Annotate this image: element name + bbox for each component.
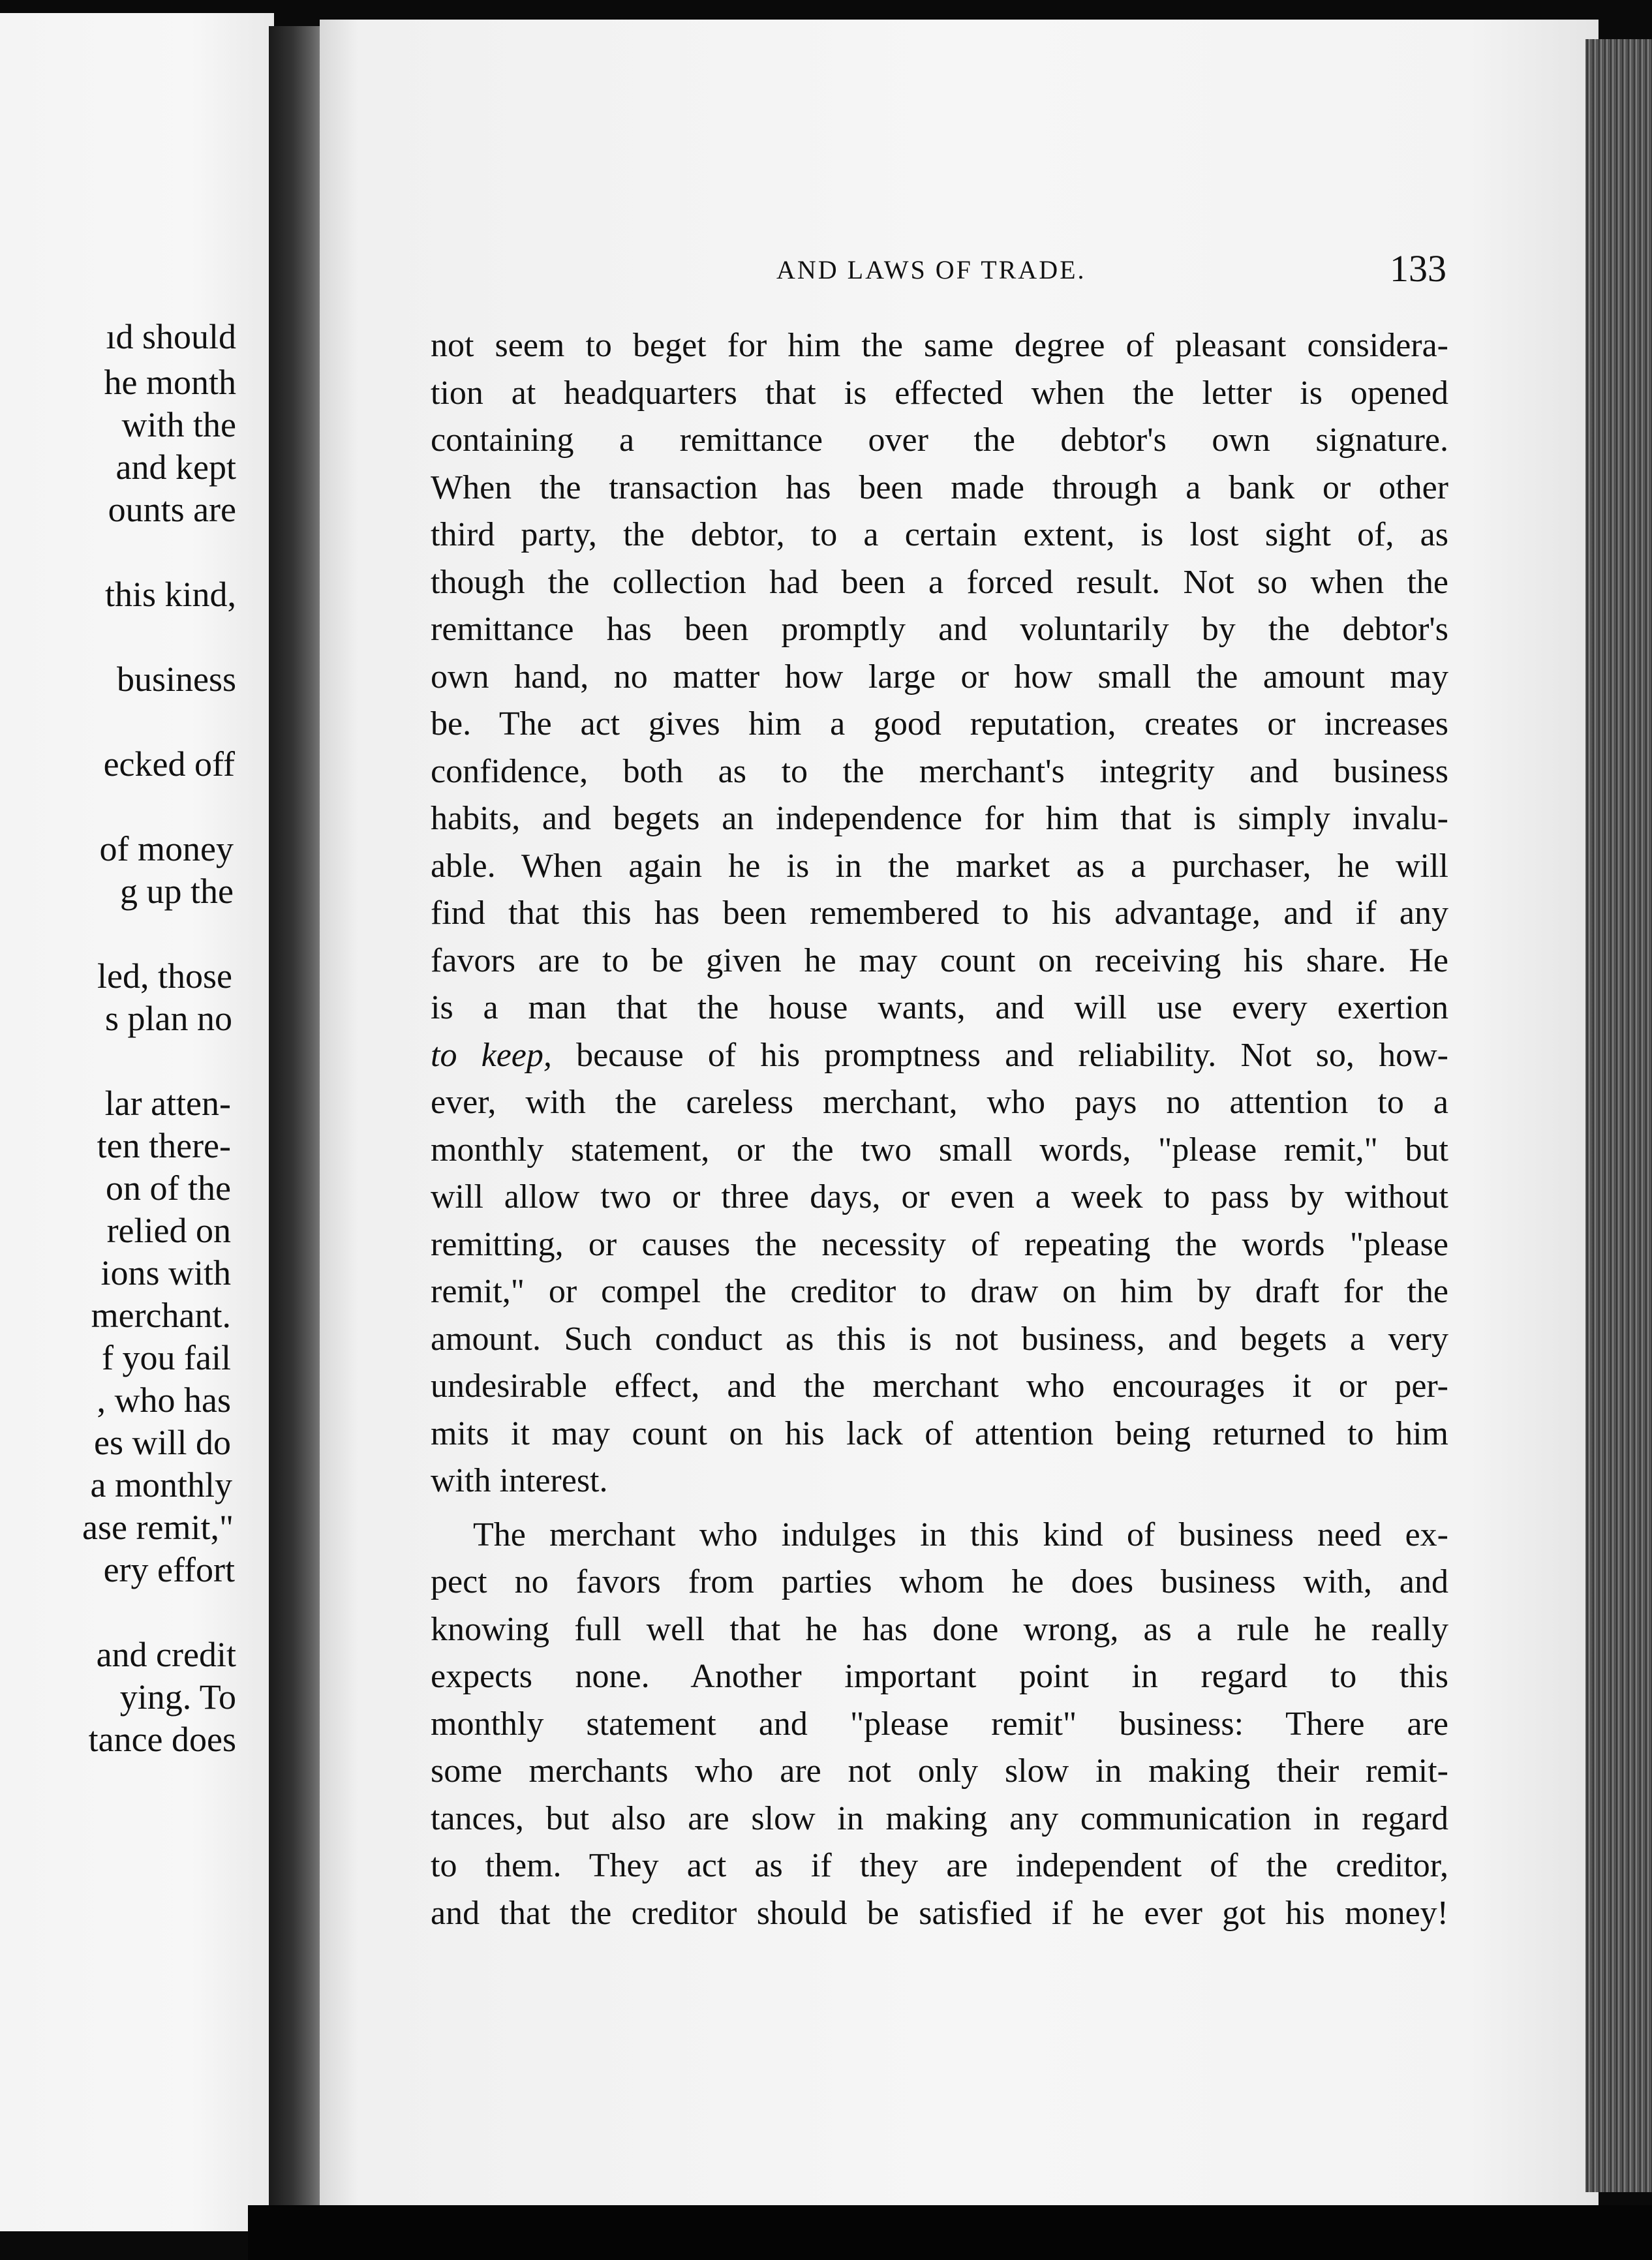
body-line: be. The act gives him a good reputation, creates or increases — [431, 705, 1448, 742]
body-line: undesirable effect, and the merchant who encourages it or per- — [431, 1367, 1448, 1405]
left-page-line: merchant. — [91, 1296, 231, 1335]
body-line-text: because of his promptness and reliability. Not so, how- — [551, 1036, 1448, 1074]
left-page-line: , who has — [97, 1381, 231, 1420]
book-gutter — [269, 26, 328, 2218]
italic-emphasis: to keep, — [431, 1036, 552, 1074]
body-line: third party, the debtor, to a certain extent, is lost sight of, as — [431, 516, 1448, 553]
body-line: knowing full well that he has done wrong, as a rule he really — [431, 1610, 1448, 1648]
body-line: confidence, both as to the merchant's integrity and business — [431, 752, 1448, 790]
body-line: find that this has been remembered to his advantage, and if any — [431, 894, 1448, 932]
body-line: habits, and begets an independence for him that is simply invalu- — [431, 800, 1448, 837]
page-edges — [1585, 39, 1652, 2192]
body-line: tion at headquarters that is effected when the letter is opened — [431, 374, 1448, 412]
body-line: own hand, no matter how large or how small the amount may — [431, 658, 1448, 695]
body-line: The merchant who indulges in this kind of business need ex- — [473, 1516, 1448, 1553]
left-page-line: ıd should — [106, 317, 236, 356]
left-page-line: ten there- — [97, 1126, 231, 1165]
body-line: able. When again he is in the market as a purchaser, he will — [431, 847, 1448, 885]
left-page-line: ounts are — [108, 490, 236, 529]
left-page-line: es will do — [94, 1423, 231, 1462]
body-line: will allow two or three days, or even a week to pass by without — [431, 1178, 1448, 1215]
body-line: with interest. — [431, 1462, 608, 1499]
left-page-line: ecked off — [103, 744, 235, 784]
bottom-shadow — [248, 2205, 1652, 2260]
body-line: some merchants who are not only slow in making their remit- — [431, 1752, 1448, 1790]
body-line: monthly statement, or the two small words, "please remit," but — [431, 1131, 1448, 1168]
left-facing-page — [0, 13, 274, 2231]
left-page-line: ions with — [100, 1253, 231, 1292]
left-page-line: he month — [104, 363, 236, 402]
left-page-line: relied on — [106, 1211, 231, 1250]
body-line — [431, 1036, 1448, 1075]
left-page-line: a monthly — [90, 1465, 232, 1504]
body-line: favors are to be given he may count on receiving his share. He — [431, 941, 1448, 979]
left-page-line: lar atten- — [104, 1084, 231, 1123]
body-line: ever, with the careless merchant, who pays no attention to a — [431, 1084, 1448, 1121]
left-page-line: ery effort — [103, 1550, 235, 1589]
page-number: 133 — [1390, 247, 1446, 290]
body-line: remit," or compel the creditor to draw on him by draft for the — [431, 1273, 1448, 1310]
left-page-line: of money — [99, 829, 234, 868]
left-page-line: led, those — [97, 956, 232, 996]
left-page-line: business — [116, 660, 236, 699]
body-line: containing a remittance over the debtor's own signature. — [431, 421, 1448, 459]
body-line: remitting, or causes the necessity of repeating the words "please — [431, 1225, 1448, 1263]
body-line: not seem to beget for him the same degree of pleasant considera- — [431, 327, 1448, 364]
body-line: expects none. Another important point in regard to this — [431, 1658, 1448, 1695]
left-page-line: g up the — [120, 872, 234, 911]
left-page-line: f you fail — [102, 1338, 231, 1377]
left-page-line: on of the — [106, 1168, 231, 1208]
body-line: When the transaction has been made through a bank or other — [431, 468, 1448, 506]
body-line: remittance has been promptly and voluntarily by the debtor's — [431, 611, 1448, 648]
left-page-line: s plan no — [105, 999, 232, 1038]
body-line: tances, but also are slow in making any communication in regard — [431, 1799, 1448, 1837]
left-page-line: this kind, — [104, 575, 236, 614]
left-page-line: and credit — [96, 1635, 236, 1674]
left-page-line: with the — [121, 405, 236, 444]
body-line: monthly statement and "please remit" business: There are — [431, 1705, 1448, 1743]
left-page-line: ying. To — [119, 1677, 236, 1717]
running-head: AND LAWS OF TRADE. — [776, 255, 1086, 284]
body-line: to them. They act as if they are independent of the creditor, — [431, 1847, 1448, 1884]
left-page-line: and kept — [115, 448, 236, 487]
body-line: is a man that the house wants, and will use every exertion — [431, 989, 1448, 1026]
body-line: though the collection had been a forced result. Not so when the — [431, 563, 1448, 601]
body-line: and that the creditor should be satisfied if he ever got his money! — [431, 1894, 1448, 1932]
body-line: mits it may count on his lack of attention being returned to him — [431, 1414, 1448, 1452]
left-page-line: tance does — [88, 1720, 236, 1759]
body-line: pect no favors from parties whom he does business with, and — [431, 1563, 1448, 1600]
body-line: amount. Such conduct as this is not business, and begets a very — [431, 1320, 1448, 1358]
left-page-line: ase remit," — [82, 1508, 234, 1547]
